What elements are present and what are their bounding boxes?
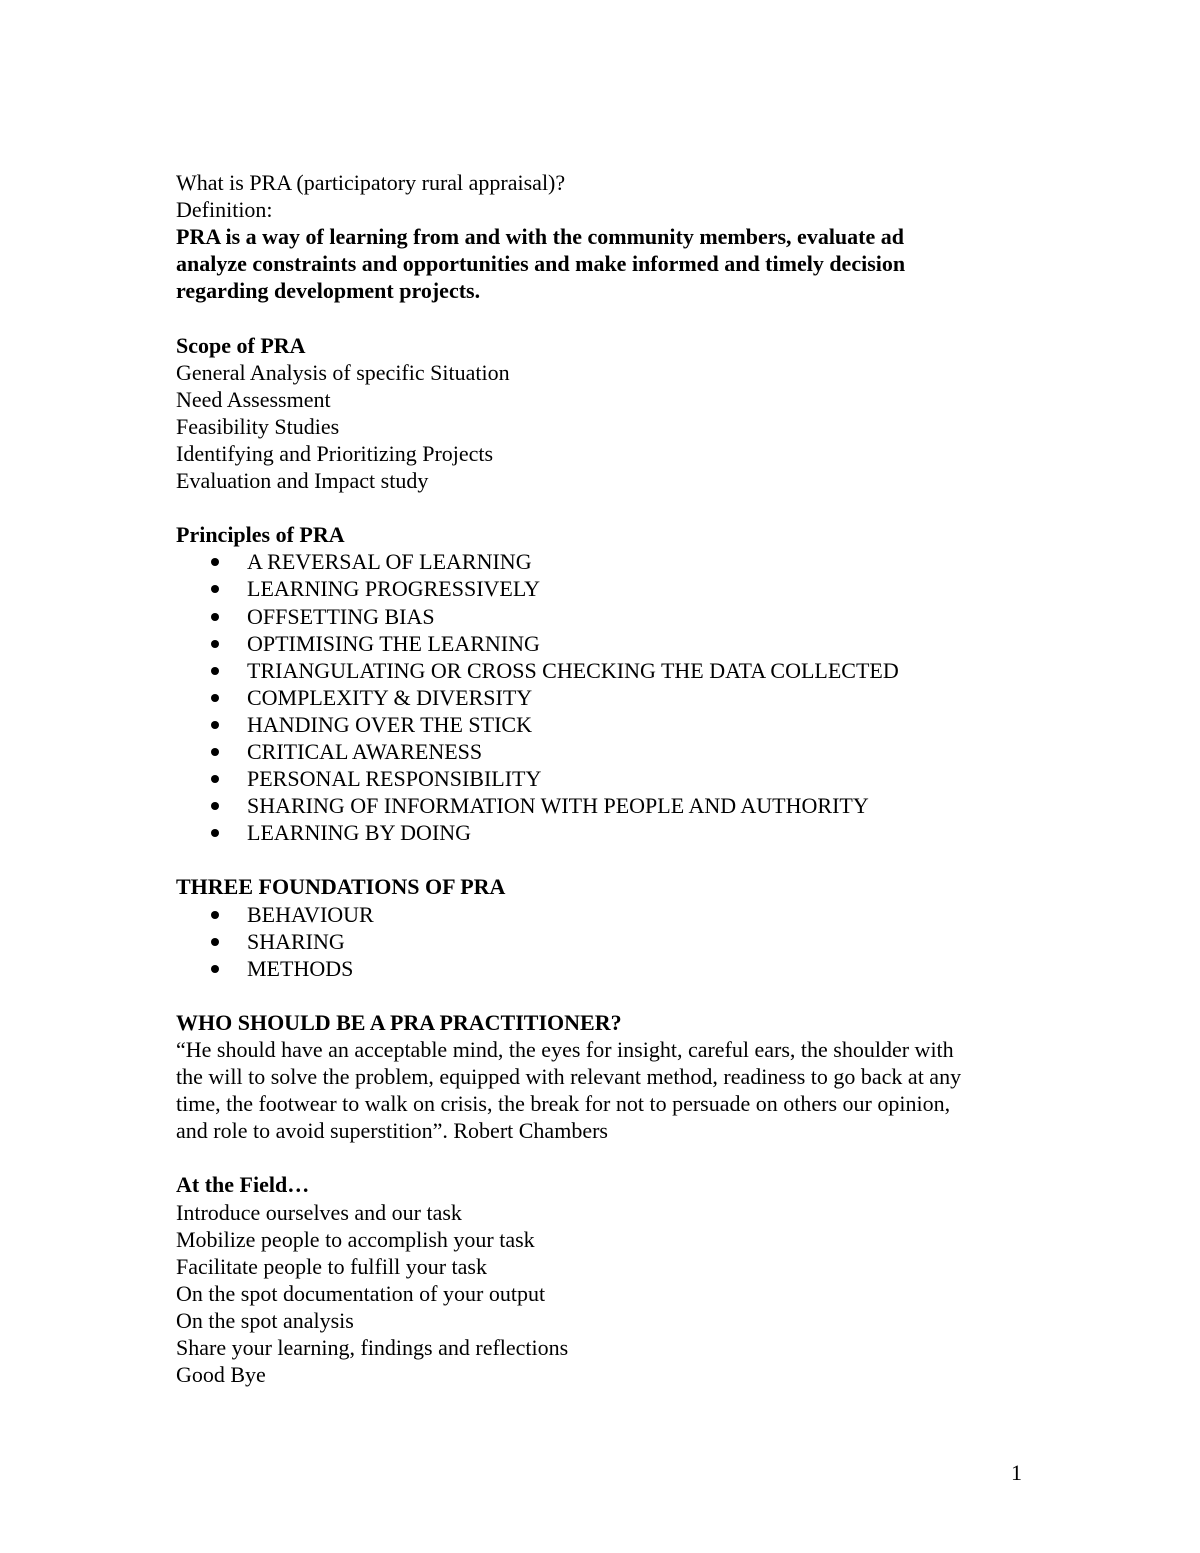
principle-item <box>176 684 1076 711</box>
principles-heading: Principles of PRA <box>176 522 345 548</box>
field-item: Introduce ourselves and our task <box>176 1199 462 1225</box>
spacer <box>176 304 1076 331</box>
spacer <box>176 846 1076 873</box>
principle-text: OPTIMISING THE LEARNING <box>247 630 540 656</box>
principles-list <box>176 548 1076 846</box>
definition-line-1: PRA is a way of learning from and with the community members, evaluate ad <box>176 224 904 250</box>
principle-item <box>176 575 1076 602</box>
bullet-icon <box>211 911 219 919</box>
scope-item: Need Assessment <box>176 386 331 412</box>
bullet-icon <box>211 558 219 566</box>
practitioner-quote <box>176 1036 1076 1144</box>
definition-line-3: regarding development projects. <box>176 278 481 304</box>
bullet-icon <box>211 748 219 756</box>
quote-line: “He should have an acceptable mind, the eyes for insight, careful ears, the shoulder with <box>176 1037 954 1062</box>
bullet-icon <box>211 965 219 973</box>
spacer <box>176 494 1076 521</box>
field-item: Share your learning, findings and reflections <box>176 1335 569 1361</box>
foundation-text: SHARING <box>247 928 345 954</box>
foundation-item <box>176 955 1076 982</box>
bullet-icon <box>211 721 219 729</box>
spacer <box>176 982 1076 1009</box>
foundation-text: METHODS <box>247 955 354 981</box>
field-item: Good Bye <box>176 1362 266 1388</box>
principle-text: CRITICAL AWARENESS <box>247 738 483 764</box>
scope-list <box>176 359 1076 494</box>
definition-label: Definition: <box>176 197 273 223</box>
bullet-icon <box>211 640 219 648</box>
principle-item <box>176 792 1076 819</box>
foundation-item <box>176 928 1076 955</box>
bullet-icon <box>211 802 219 810</box>
principle-item <box>176 630 1076 657</box>
foundation-text: BEHAVIOUR <box>247 901 374 927</box>
principle-item <box>176 711 1076 738</box>
principle-item <box>176 657 1076 684</box>
question-line: What is PRA (participatory rural appraisal)? <box>176 170 566 195</box>
principle-item <box>176 603 1076 630</box>
principle-item <box>176 765 1076 792</box>
bullet-icon <box>211 775 219 783</box>
bullet-icon <box>211 585 219 593</box>
principle-text: COMPLEXITY & DIVERSITY <box>247 684 533 710</box>
scope-item: Evaluation and Impact study <box>176 468 429 494</box>
field-item: On the spot analysis <box>176 1307 354 1333</box>
document-page <box>176 169 1076 1388</box>
foundation-item <box>176 901 1076 928</box>
principle-item <box>176 548 1076 575</box>
bullet-icon <box>211 829 219 837</box>
principle-item <box>176 819 1076 846</box>
spacer <box>176 1144 1076 1171</box>
principle-text: OFFSETTING BIAS <box>247 603 435 629</box>
foundations-heading: THREE FOUNDATIONS OF PRA <box>176 874 506 900</box>
quote-line: and role to avoid superstition”. Robert Chambers <box>176 1118 608 1144</box>
principle-text: SHARING OF INFORMATION WITH PEOPLE AND AUTHORITY <box>247 793 869 819</box>
bullet-icon <box>211 938 219 946</box>
practitioner-heading: WHO SHOULD BE A PRA PRACTITIONER? <box>176 1009 622 1035</box>
scope-heading: Scope of PRA <box>176 332 306 358</box>
bullet-icon <box>211 694 219 702</box>
scope-item: Feasibility Studies <box>176 413 340 439</box>
quote-line: the will to solve the problem, equipped with relevant method, readiness to go back at any <box>176 1064 962 1090</box>
principle-text: TRIANGULATING OR CROSS CHECKING THE DATA COLLECTED <box>247 657 899 683</box>
principle-text: LEARNING BY DOING <box>247 820 472 846</box>
bullet-icon <box>211 667 219 675</box>
field-item: Facilitate people to fulfill your task <box>176 1253 487 1279</box>
field-item: Mobilize people to accomplish your task <box>176 1226 535 1252</box>
page-number: 1 <box>1011 1460 1022 1485</box>
principle-text: HANDING OVER THE STICK <box>247 711 532 737</box>
principle-text: LEARNING PROGRESSIVELY <box>247 576 540 602</box>
scope-item: General Analysis of specific Situation <box>176 359 510 385</box>
principle-text: PERSONAL RESPONSIBILITY <box>247 766 542 792</box>
field-heading: At the Field… <box>176 1172 310 1198</box>
scope-item: Identifying and Prioritizing Projects <box>176 440 494 466</box>
foundations-list <box>176 901 1076 982</box>
principle-item <box>176 738 1076 765</box>
field-item: On the spot documentation of your output <box>176 1280 546 1306</box>
bullet-icon <box>211 613 219 621</box>
field-list <box>176 1199 1076 1389</box>
definition-line-2: analyze constraints and opportunities and make informed and timely decision <box>176 251 906 277</box>
principle-text: A REVERSAL OF LEARNING <box>247 549 532 575</box>
quote-line: time, the footwear to walk on crisis, the break for not to persuade on others our opinion, <box>176 1091 951 1117</box>
